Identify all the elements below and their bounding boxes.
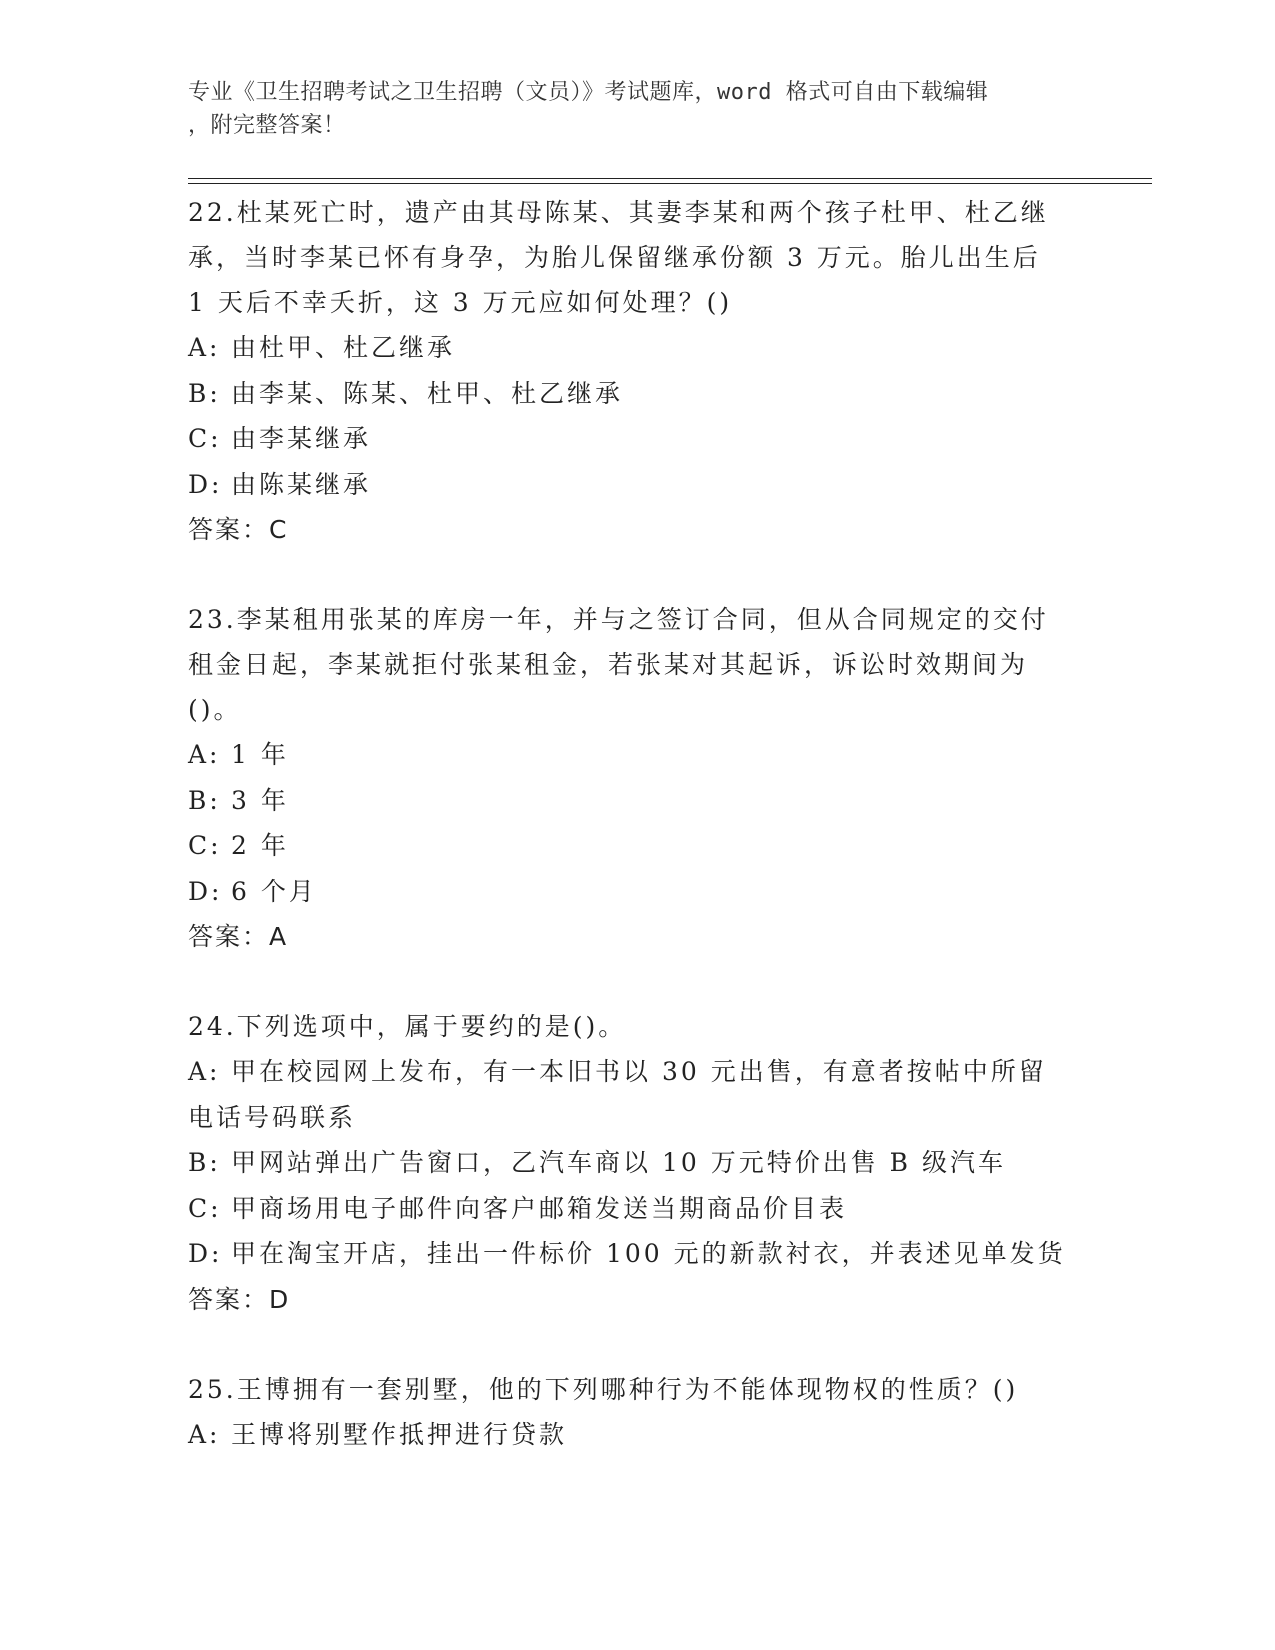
- question-line: 1 天后不幸夭折，这 3 万元应如何处理？(): [188, 288, 733, 317]
- option-b: [188, 371, 1088, 417]
- option-text: 甲网站弹出广告窗口，乙汽车商以 10 万元特价出售 B 级汽车: [231, 1148, 1006, 1177]
- option-letter: B:: [188, 1148, 221, 1177]
- header-divider-top: [188, 178, 1152, 179]
- question-spacer: [188, 552, 1088, 597]
- option-a: [188, 1049, 1088, 1095]
- option-b: [188, 778, 1088, 824]
- question-line: ()。: [188, 695, 242, 724]
- option-text: 由李某、陈某、杜甲、杜乙继承: [231, 378, 624, 408]
- option-letter: A:: [188, 740, 221, 769]
- option-c: [188, 1186, 1088, 1232]
- option-b: [188, 1140, 1088, 1186]
- option-a: [188, 732, 1088, 778]
- question-25: [188, 1367, 1088, 1458]
- option-letter: A:: [188, 333, 221, 362]
- question-line: 24.下列选项中，属于要约的是()。: [188, 1012, 627, 1041]
- question-text: [188, 597, 1088, 732]
- option-text: 3 年: [231, 785, 289, 815]
- option-text: 电话号码联系: [188, 1102, 357, 1132]
- question-line: 23.李某租用张某的库房一年，并与之签订合同，但从合同规定的交付: [188, 605, 1049, 634]
- option-text: 甲在淘宝开店，挂出一件标价 100 元的新款衬衣，并表述见单发货: [231, 1239, 1066, 1268]
- header-line-2: ，附完整答案！: [188, 113, 346, 138]
- option-letter: C:: [188, 1193, 222, 1223]
- option-text: 由李某继承: [231, 424, 372, 453]
- option-letter: A:: [188, 1057, 221, 1086]
- option-a: [188, 325, 1088, 371]
- option-d: [188, 869, 1088, 915]
- question-line: 25.王博拥有一套别墅，他的下列哪种行为不能体现物权的性质？(): [188, 1374, 1019, 1404]
- header-line-1: 专业《卫生招聘考试之卫生招聘（文员）》考试题库，word 格式可自由下载编辑: [188, 80, 989, 105]
- option-letter: B:: [188, 378, 221, 408]
- option-letter: D:: [188, 876, 223, 906]
- option-letter: D:: [188, 469, 223, 499]
- option-c: [188, 823, 1088, 869]
- option-c: [188, 416, 1088, 462]
- question-line: 承，当时李某已怀有身孕，为胎儿保留继承份额 3 万元。胎儿出生后: [188, 243, 1041, 272]
- question-24: [188, 1004, 1088, 1322]
- option-text: 1 年: [231, 740, 289, 769]
- question-spacer: [188, 959, 1088, 1004]
- option-a-continued: [188, 1095, 1088, 1141]
- question-22: [188, 190, 1088, 552]
- answer-label: 答案：C: [188, 515, 289, 544]
- option-text: 由杜甲、杜乙继承: [231, 333, 456, 362]
- option-text: 甲在校园网上发布，有一本旧书以 30 元出售，有意者按帖中所留: [231, 1057, 1047, 1086]
- answer-label: 答案：A: [188, 922, 289, 951]
- option-text: 6 个月: [231, 876, 317, 906]
- option-text: 甲商场用电子邮件向客户邮箱发送当期商品价目表: [231, 1193, 848, 1223]
- option-a: [188, 1412, 1088, 1458]
- option-text: 2 年: [231, 831, 289, 860]
- question-line: 22.杜某死亡时，遗产由其母陈某、其妻李某和两个孩子杜甲、杜乙继: [188, 198, 1049, 227]
- option-letter: B:: [188, 785, 221, 815]
- option-letter: D:: [188, 1239, 223, 1268]
- question-line: 租金日起，李某就拒付张某租金，若张某对其起诉，诉讼时效期间为: [188, 650, 1029, 679]
- answer-label: 答案：D: [188, 1284, 291, 1314]
- option-letter: A:: [188, 1419, 221, 1449]
- header-divider-bottom: [188, 183, 1152, 184]
- option-text: 由陈某继承: [231, 469, 372, 499]
- document-header: [188, 76, 1088, 142]
- question-text: [188, 190, 1088, 325]
- question-spacer: [188, 1322, 1088, 1367]
- option-letter: C:: [188, 424, 222, 453]
- option-d: [188, 1231, 1088, 1277]
- question-23: [188, 597, 1088, 959]
- question-text: [188, 1367, 1088, 1412]
- question-text: [188, 1004, 1088, 1049]
- question-list: [188, 190, 1088, 1457]
- option-letter: C:: [188, 831, 222, 860]
- option-text: 王博将别墅作抵押进行贷款: [231, 1419, 568, 1449]
- option-d: [188, 462, 1088, 508]
